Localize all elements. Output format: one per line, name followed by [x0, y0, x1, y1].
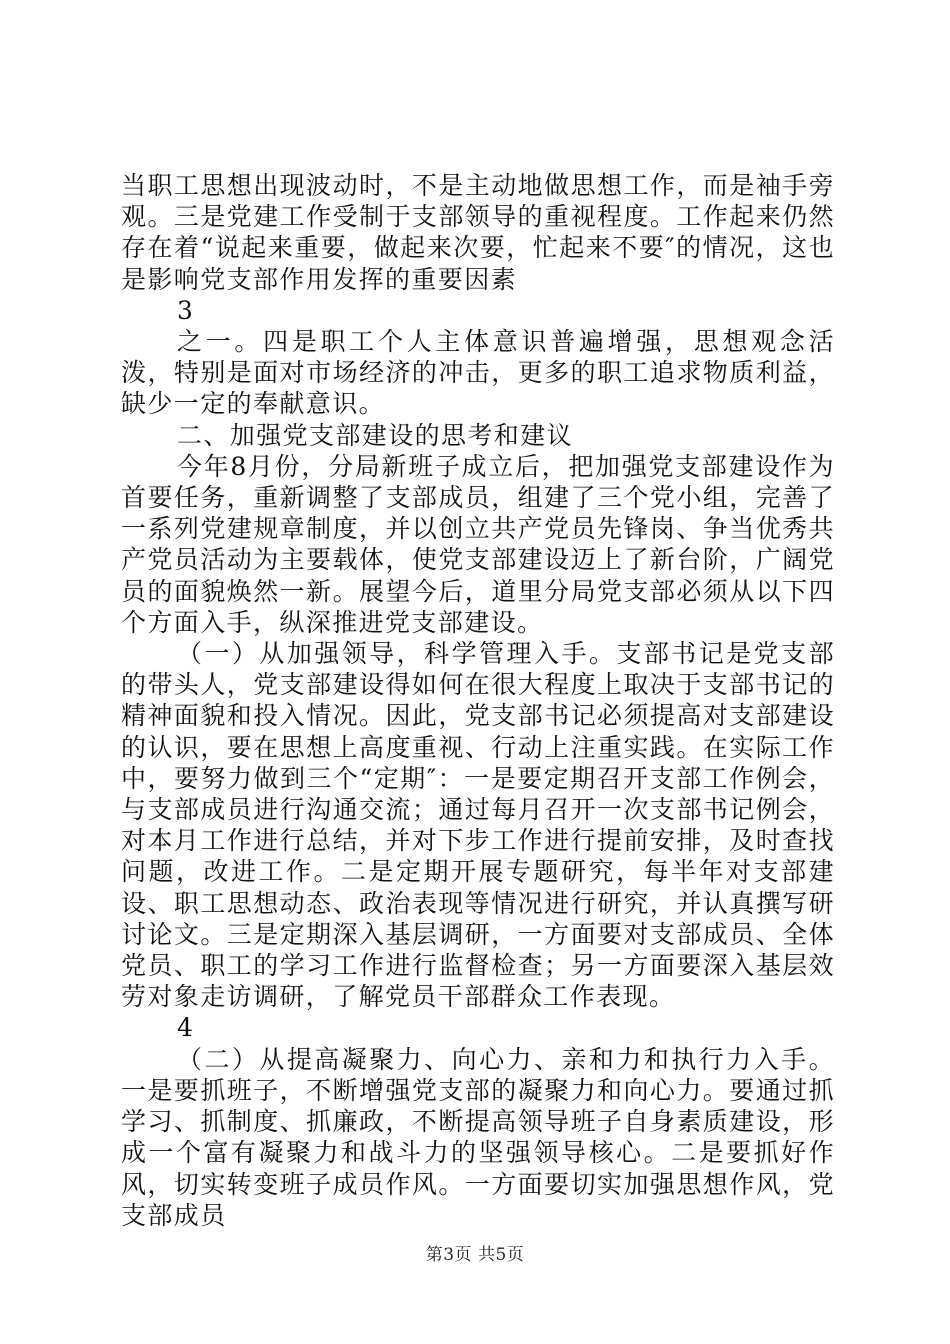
- section-heading: 二、加强党支部建设的思考和建议: [177, 420, 574, 450]
- document-body: [121, 170, 835, 1231]
- paragraph-point-four: 之一。四是职工个人主体意识普遍增强，思想观念活泼，特别是面对市场经济的冲击，更多的职工追求物质利益，缺少一定的奉献意识。: [121, 327, 835, 419]
- paragraph-item-one: （一）从加强领导，科学管理入手。支部书记是党支部的带头人，党支部建设得如何在很大程度上取决于支部书记的精神面貌和投入情况。因此，党支部书记必须提高对支部建设的认识，要在思想上高度重视、行动上注重实践。在实际工作中，要努力做到三个“定期″：一是要定期召开支部工作例会，与支部成员进行沟通交流；通过每月召开一次支部书记例会，对本月工作进行总结，并对下步工作进行提前安排，及时查找问题，改进工作。二是定期开展专题研究，每半年对支部建设、职工思想动态、政治表现等情况进行研究，并认真撰写研讨论文。三是定期深入基层调研，一方面要对支部成员、全体党员、职工的学习工作进行监督检查；另一方面要深入基层效劳对象走访调研，了解党员干部群众工作表现。: [121, 639, 835, 1012]
- paragraph-continuation: 当职工思想出现波动时，不是主动地做思想工作，而是袖手旁观。三是党建工作受制于支部领导的重视程度。工作起来仍然存在着“说起来重要，做起来次要，忙起来不要″的情况，这也是影响党支部作用发挥的重要因素: [121, 171, 835, 294]
- page-footer: 第3页 共5页: [425, 1245, 525, 1265]
- page-marker-4: 4: [177, 1013, 195, 1043]
- paragraph-overview: 今年8月份，分局新班子成立后，把加强党支部建设作为首要任务，重新调整了支部成员，组建了三个党小组，完善了一系列党建规章制度，并以创立共产党员先锋岗、争当优秀共产党员活动为主要载体，使党支部建设迈上了新台阶，广阔党员的面貌焕然一新。展望今后，道里分局党支部必须从以下四个方面入手，纵深推进党支部建设。: [121, 451, 835, 637]
- page-marker-3: 3: [177, 295, 195, 325]
- paragraph-item-two: （二）从提高凝聚力、向心力、亲和力和执行力入手。一是要抓班子，不断增强党支部的凝聚力和向心力。要通过抓学习、抓制度、抓廉政，不断提高领导班子自身素质建设，形成一个富有凝聚力和战斗力的坚强领导核心。二是要抓好作风，切实转变班子成员作风。一方面要切实加强思想作风，党支部成员: [121, 1044, 835, 1230]
